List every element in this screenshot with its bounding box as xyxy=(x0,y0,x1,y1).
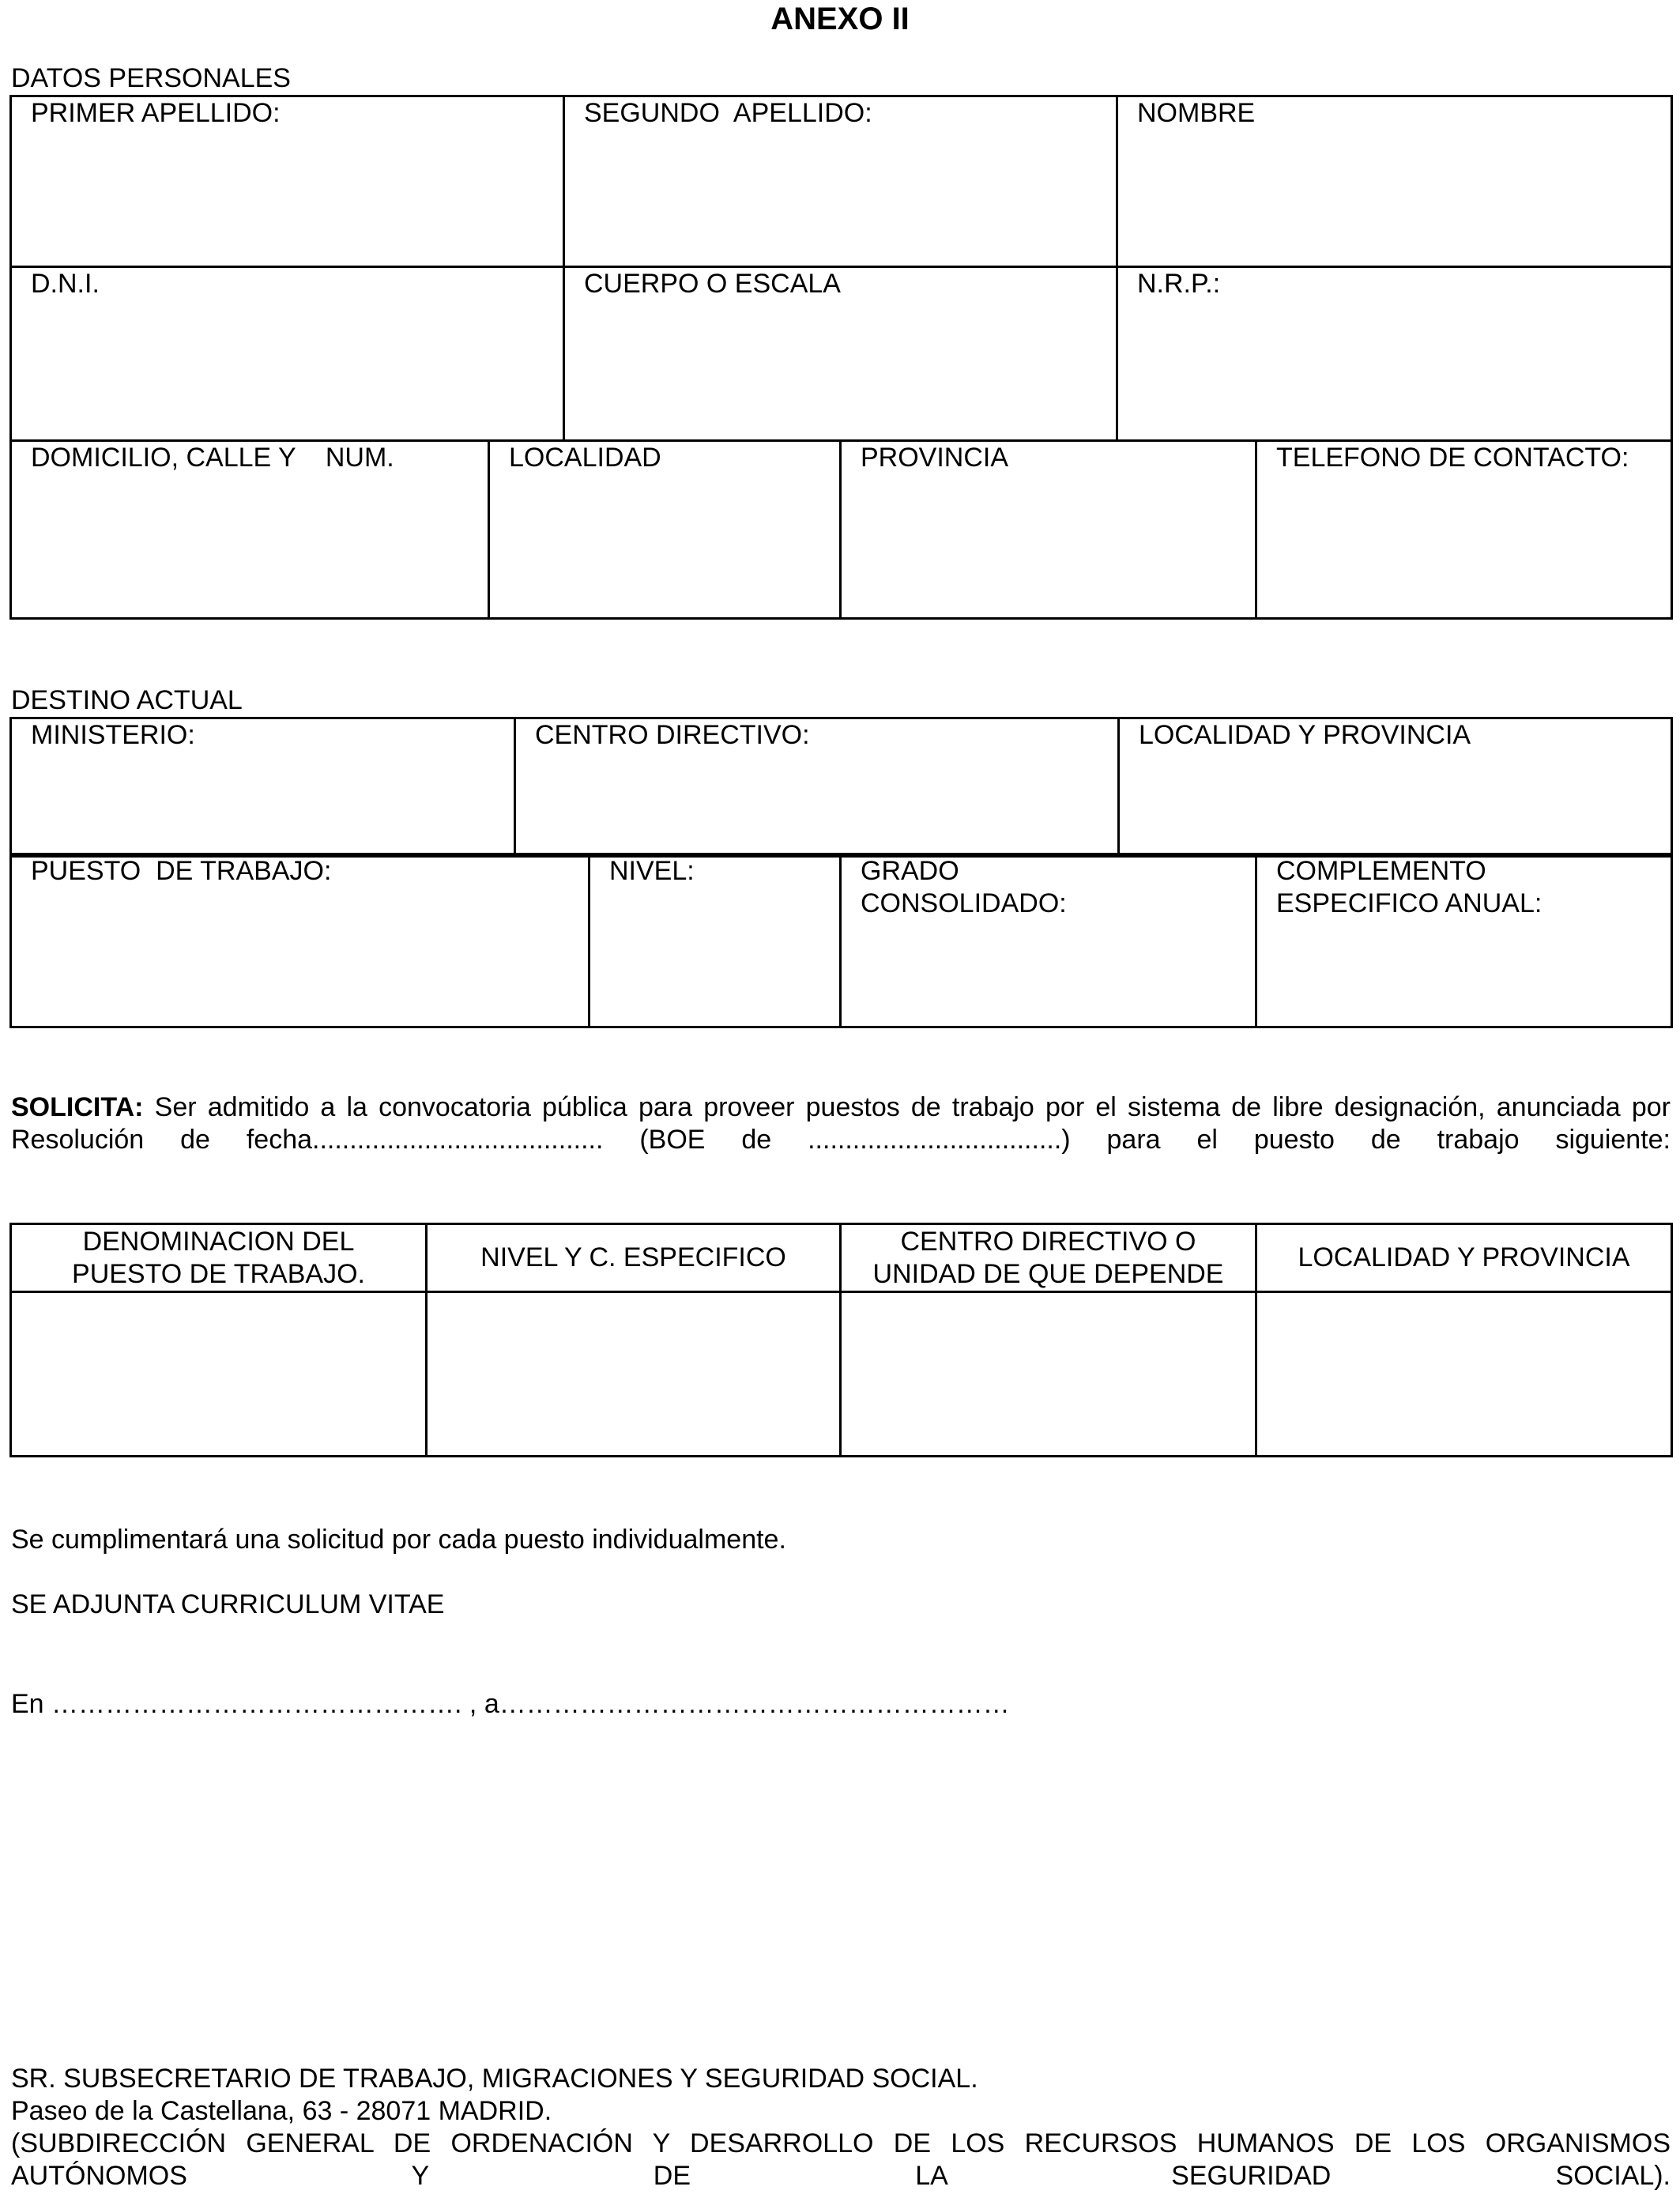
solicita-text: Ser admitido a la convocatoria pública para proveer puestos de trabajo por el sistema de libre designación, anunciada por Resolución de fecha....................................... (BOE de ..................................) para el puesto de trabajo siguiente: xyxy=(11,1092,1671,1155)
dni-field[interactable] xyxy=(11,267,564,441)
field-label: PUESTO DE TRABAJO: xyxy=(31,856,332,886)
field-label: LOCALIDAD xyxy=(509,443,661,473)
telefono-field[interactable] xyxy=(1256,441,1672,619)
field-label: LOCALIDAD Y PROVINCIA xyxy=(1139,720,1471,750)
field-label: MINISTERIO: xyxy=(31,720,195,750)
domicilio-field[interactable] xyxy=(11,441,489,619)
field-label: D.N.I. xyxy=(31,269,100,299)
puesto-solicitado-table xyxy=(9,1223,1673,1457)
field-label: NIVEL: xyxy=(609,856,695,886)
section-heading-datos-personales: DATOS PERSONALES xyxy=(11,63,291,93)
localidad-field[interactable] xyxy=(489,441,841,619)
complemento-especifico-field[interactable] xyxy=(1256,854,1672,1027)
lugar-fecha-line: En ………………………………………. , a………………………………………………… xyxy=(11,1689,1010,1719)
localidad-provincia-field[interactable] xyxy=(1119,718,1672,857)
grado-consolidado-field[interactable] xyxy=(841,854,1256,1027)
footer-addressee: SR. SUBSECRETARIO DE TRABAJO, MIGRACIONES Y SEGURIDAD SOCIAL. xyxy=(11,2064,978,2094)
solicita-label: SOLICITA: xyxy=(11,1092,144,1122)
denominacion-cell[interactable] xyxy=(11,1292,427,1457)
puesto-trabajo-field[interactable] xyxy=(11,854,590,1027)
footer-subdireccion: (SUBDIRECCIÓN GENERAL DE ORDENACIÓN Y DESARROLLO DE LOS RECURSOS HUMANOS DE LOS ORGANISMOS AUTÓNOMOS Y DE LA SEGURIDAD SOCIAL). xyxy=(11,2128,1671,2191)
cuerpo-escala-field[interactable] xyxy=(564,267,1117,441)
adjunta-text: SE ADJUNTA CURRICULUM VITAE xyxy=(11,1589,445,1619)
field-label: DOMICILIO, CALLE Y NUM. xyxy=(31,443,394,473)
col-header-centro-directivo: CENTRO DIRECTIVO O UNIDAD DE QUE DEPENDE xyxy=(841,1224,1256,1292)
datos-personales-address-table xyxy=(9,439,1673,620)
note-text: Se cumplimentará una solicitud por cada puesto individualmente. xyxy=(11,1525,786,1555)
field-label: N.R.P.: xyxy=(1137,269,1221,299)
centro-directivo-field[interactable] xyxy=(515,718,1119,857)
localidad-provincia-cell[interactable] xyxy=(1256,1292,1672,1457)
page-title: ANEXO II xyxy=(770,2,910,36)
destino-actual-table xyxy=(9,717,1673,858)
field-label: PROVINCIA xyxy=(861,443,1009,473)
nombre-field[interactable] xyxy=(1117,96,1672,267)
col-header-denominacion: DENOMINACION DEL PUESTO DE TRABAJO. xyxy=(11,1224,427,1292)
section-heading-destino-actual: DESTINO ACTUAL xyxy=(11,685,243,715)
field-label: SEGUNDO APELLIDO: xyxy=(584,98,872,128)
field-label: CENTRO DIRECTIVO: xyxy=(535,720,810,750)
field-label: GRADO CONSOLIDADO: xyxy=(861,856,1067,918)
field-label: NOMBRE xyxy=(1137,98,1256,128)
field-label: TELEFONO DE CONTACTO: xyxy=(1276,443,1629,473)
primer-apellido-field[interactable] xyxy=(11,96,564,267)
col-header-nivel: NIVEL Y C. ESPECIFICO xyxy=(427,1224,841,1292)
ministerio-field[interactable] xyxy=(11,718,515,857)
col-header-localidad: LOCALIDAD Y PROVINCIA xyxy=(1256,1224,1672,1292)
footer-address: Paseo de la Castellana, 63 - 28071 MADRID. xyxy=(11,2096,552,2126)
datos-personales-table xyxy=(9,95,1673,442)
nrp-field[interactable] xyxy=(1117,267,1672,441)
centro-directivo-cell[interactable] xyxy=(841,1292,1256,1457)
nivel-especifico-cell[interactable] xyxy=(427,1292,841,1457)
segundo-apellido-field[interactable] xyxy=(564,96,1117,267)
field-label: COMPLEMENTO ESPECIFICO ANUAL: xyxy=(1276,856,1543,918)
nivel-field[interactable] xyxy=(590,854,841,1027)
solicita-paragraph xyxy=(11,1091,1671,1158)
destino-actual-puesto-table xyxy=(9,853,1673,1028)
field-label: CUERPO O ESCALA xyxy=(584,269,841,299)
field-label: PRIMER APELLIDO: xyxy=(31,98,281,128)
provincia-field[interactable] xyxy=(841,441,1256,619)
